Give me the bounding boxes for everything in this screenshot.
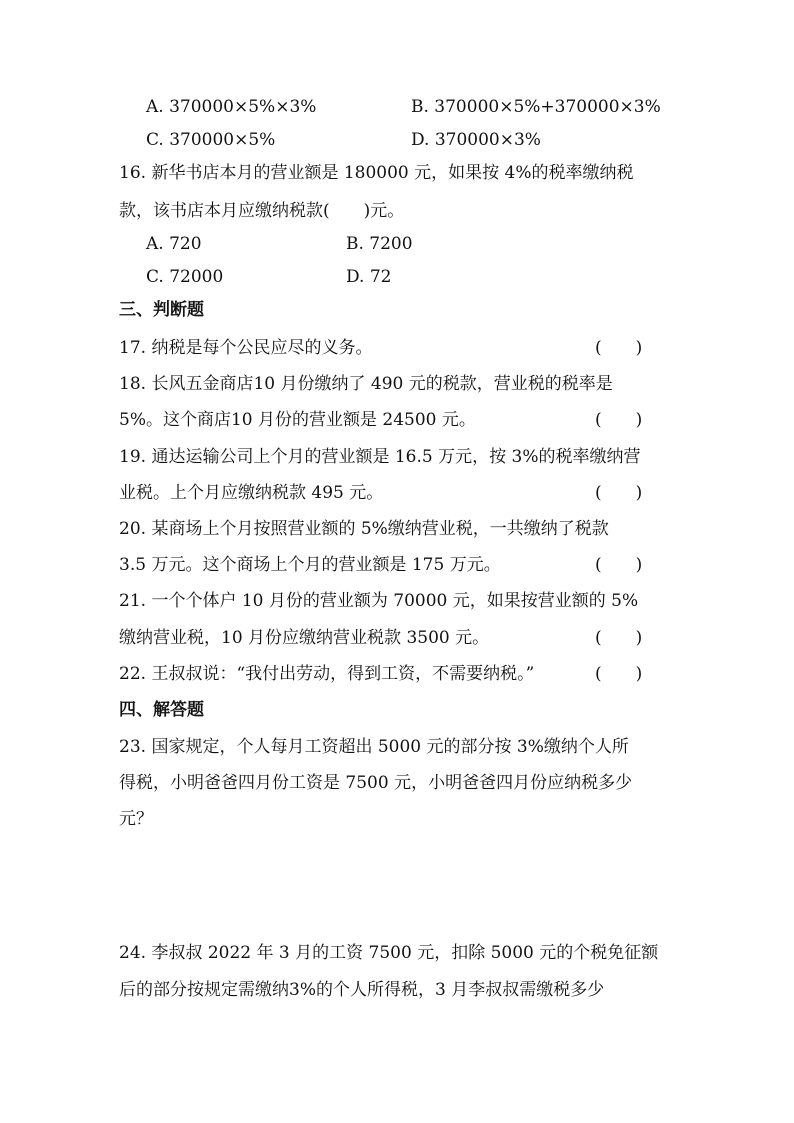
- section-heading-solve: 四、解答题: [119, 700, 204, 720]
- q24-text-line2: 后的部分按规定需缴纳3%的个人所得税，3 月李叔叔需缴税多少: [119, 980, 605, 1000]
- q16-text-line1: 16. 新华书店本月的营业额是 180000 元，如果按 4%的税率缴纳税: [119, 163, 634, 183]
- q16-option-a: A. 720: [146, 234, 202, 254]
- q23-text-line1: 23. 国家规定，个人每月工资超出 5000 元的部分按 3%缴纳个人所: [119, 737, 629, 757]
- q19-text-line1: 19. 通达运输公司上个月的营业额是 16.5 万元，按 3%的税率缴纳营: [119, 447, 641, 467]
- q16-option-d: D. 72: [346, 267, 392, 287]
- q16-option-b: B. 7200: [346, 234, 413, 254]
- q23-text-line2: 得税，小明爸爸四月份工资是 7500 元，小明爸爸四月份应纳税多少: [119, 773, 633, 793]
- q22-text: 22. 王叔叔说：“我付出劳动，得到工资，不需要纳税。”: [119, 664, 535, 684]
- q20-text-line1: 20. 某商场上个月按照营业额的 5%缴纳营业税，一共缴纳了税款: [119, 519, 609, 539]
- q18-text-line2: 5%。这个商店10 月份的营业额是 24500 元。: [119, 410, 476, 430]
- q15-option-c: C. 370000×5%: [146, 130, 276, 150]
- q16-text-line2: 款，该书店本月应缴纳税款( )元。: [119, 201, 405, 221]
- q18-answer-bracket: ( ): [595, 410, 643, 430]
- section-heading-judge: 三、判断题: [119, 300, 204, 320]
- q24-text-line1: 24. 李叔叔 2022 年 3 月的工资 7500 元，扣除 5000 元的个税免征额: [119, 943, 659, 963]
- q15-option-a: A. 370000×5%×3%: [146, 97, 317, 117]
- q21-answer-bracket: ( ): [595, 628, 643, 648]
- q19-answer-bracket: ( ): [595, 483, 643, 503]
- q21-text-line2: 缴纳营业税，10 月份应缴纳营业税款 3500 元。: [119, 628, 490, 648]
- q20-answer-bracket: ( ): [595, 555, 643, 575]
- q15-option-b: B. 370000×5%+370000×3%: [411, 97, 661, 117]
- q20-text-line2: 3.5 万元。这个商场上个月的营业额是 175 万元。: [119, 555, 501, 575]
- q15-option-d: D. 370000×3%: [411, 130, 541, 150]
- q18-text-line1: 18. 长风五金商店10 月份缴纳了 490 元的税款，营业税的税率是: [119, 374, 613, 394]
- q16-option-c: C. 72000: [146, 267, 224, 287]
- q23-text-line3: 元？: [119, 809, 153, 829]
- q22-answer-bracket: ( ): [595, 664, 643, 684]
- q21-text-line1: 21. 一个个体户 10 月份的营业额为 70000 元，如果按营业额的 5%: [119, 591, 639, 611]
- q17-text: 17. 纳税是每个公民应尽的义务。: [119, 338, 373, 358]
- q19-text-line2: 业税。上个月应缴纳税款 495 元。: [119, 483, 384, 503]
- q17-answer-bracket: ( ): [595, 338, 643, 358]
